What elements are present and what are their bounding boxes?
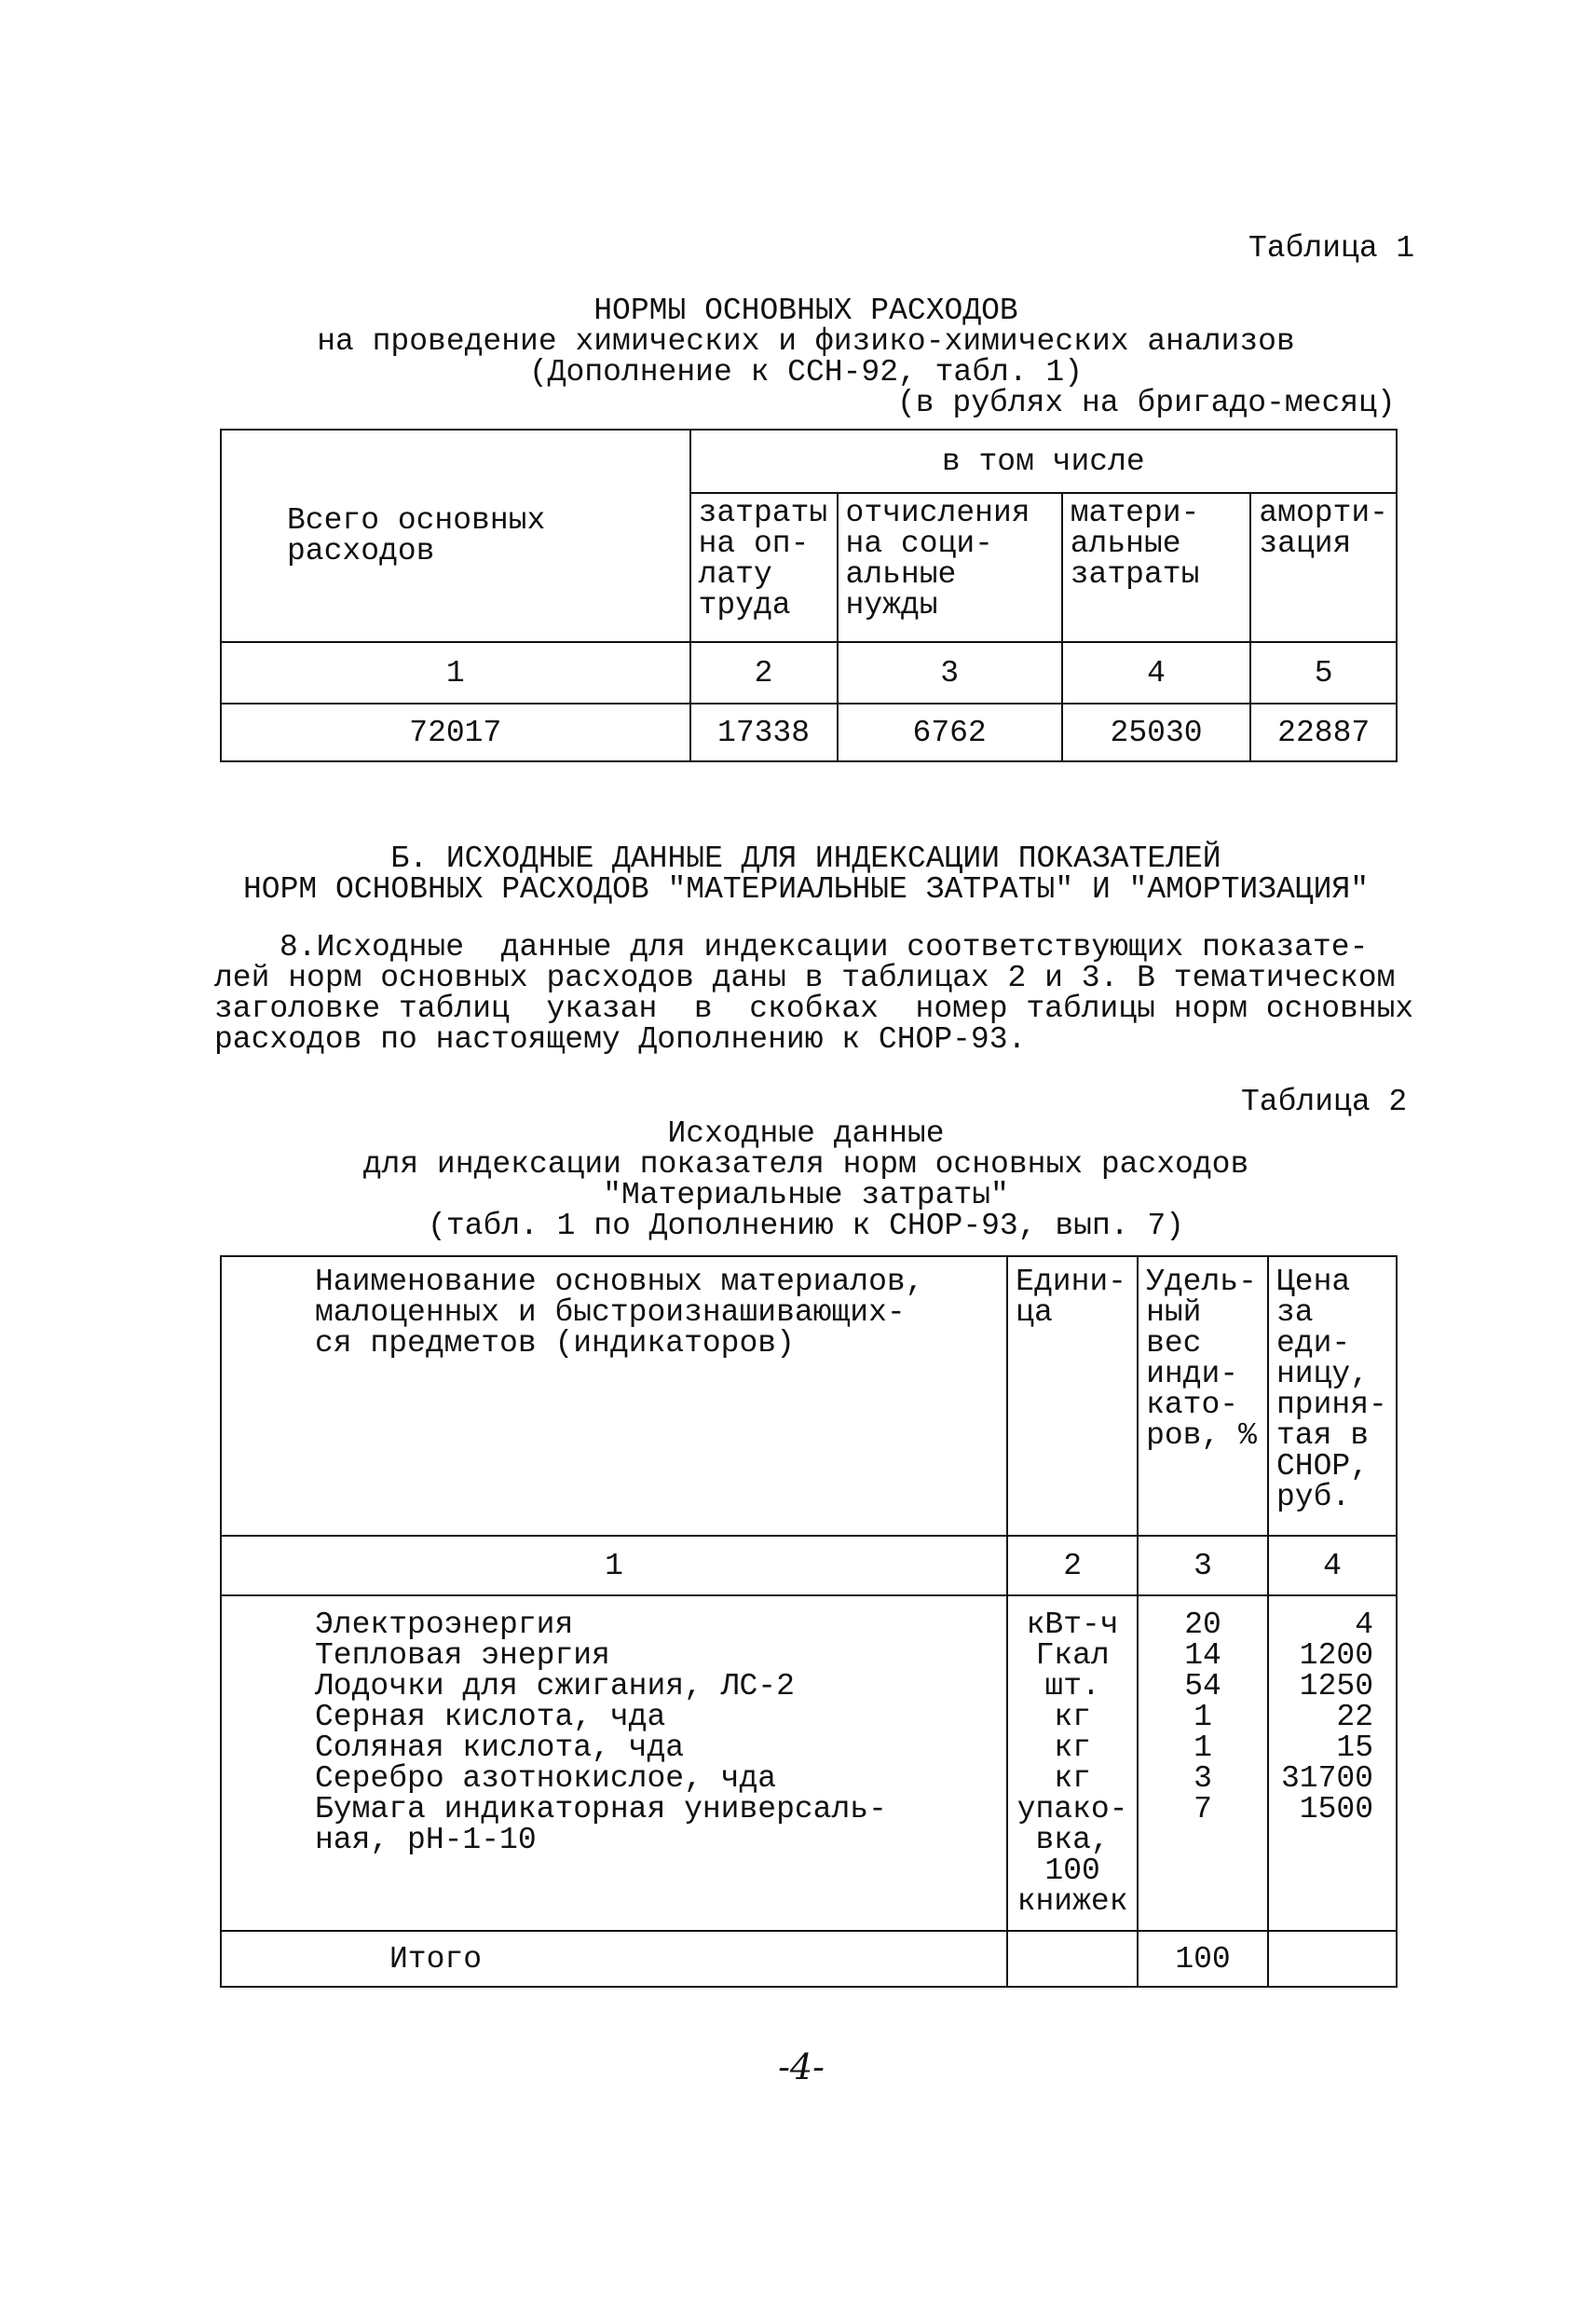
table2-header-name: Наименование основных материалов, малоценных и быстроизнашивающих- ся предметов (индикаторов) xyxy=(221,1256,1007,1536)
table1-col-number: 2 xyxy=(690,642,838,704)
table1-header-col-2: затраты на оп- лату труда xyxy=(690,493,838,642)
table1-title-line-2: на проведение химических и физико-химических анализов xyxy=(317,324,1295,359)
section-b-title-line-2: НОРМ ОСНОВНЫХ РАСХОДОВ "МАТЕРИАЛЬНЫЕ ЗАТРАТЫ" И "АМОРТИЗАЦИЯ" xyxy=(243,872,1369,907)
table2-total-unit-empty xyxy=(1007,1931,1138,1987)
table2-col-number: 4 xyxy=(1268,1536,1397,1595)
table2-title-line-2: для индексации показателя норм основных расходов xyxy=(362,1147,1249,1182)
table1-header-col-3: отчисления на соци- альные нужды xyxy=(838,493,1062,642)
table1-value-amortization: 22887 xyxy=(1250,704,1397,761)
table1-header-col-5: аморти- зация xyxy=(1250,493,1397,642)
table1-header-col-4: матери- альные затраты xyxy=(1062,493,1251,642)
table1-value-labor: 17338 xyxy=(690,704,838,761)
paragraph-line-2: лей норм основных расходов даны в таблицах 2 и 3. В тематическом xyxy=(214,961,1396,995)
table2-title-line-1: Исходные данные xyxy=(667,1116,945,1151)
page-number: -4- xyxy=(778,2046,825,2087)
table2-material-prices: 4 1200 1250 22 15 31700 1500 xyxy=(1268,1595,1397,1931)
table1-col-number: 4 xyxy=(1062,642,1251,704)
table1-value-total: 72017 xyxy=(221,704,690,761)
table1-value-materials: 25030 xyxy=(1062,704,1251,761)
table2 xyxy=(220,1255,1398,1988)
table2-header-unit: Едини- ца xyxy=(1007,1256,1138,1536)
table2-col-number: 1 xyxy=(221,1536,1007,1595)
table1 xyxy=(220,429,1398,762)
table1-caption: Таблица 1 xyxy=(1248,231,1415,266)
table1-title-line-3: (Дополнение к ССН-92, табл. 1) xyxy=(528,355,1084,390)
table1-col-number: 5 xyxy=(1250,642,1397,704)
table1-header-group: в том числе xyxy=(690,430,1397,493)
table2-col-number: 2 xyxy=(1007,1536,1138,1595)
table2-total-weight: 100 xyxy=(1138,1931,1268,1987)
table1-col-number: 1 xyxy=(221,642,690,704)
paragraph-line-1: 8.Исходные данные для индексации соответствующих показате- xyxy=(280,930,1369,964)
table2-title-line-3: "Материальные затраты" xyxy=(603,1178,1009,1212)
table1-header-total: Всего основных расходов xyxy=(221,430,690,642)
table1-value-social: 6762 xyxy=(838,704,1062,761)
table1-units: (в рублях на бригадо-месяц) xyxy=(897,386,1396,420)
table1-col-number: 3 xyxy=(838,642,1062,704)
table2-col-number: 3 xyxy=(1138,1536,1268,1595)
table2-material-names: Электроэнергия Тепловая энергия Лодочки для сжигания, ЛС-2 Серная кислота, чда Соляная кислота, чда Серебро азотнокислое, чда Бумага индикаторная универсаль- ная, рН-1-10 xyxy=(221,1595,1007,1931)
table2-material-units: кВт-ч Гкал шт. кг кг кг упако- вка, 100 книжек xyxy=(1007,1595,1138,1931)
table2-title-line-4: (табл. 1 по Дополнению к СНОР-93, вып. 7) xyxy=(428,1209,1184,1243)
paragraph-line-4: расходов по настоящему Дополнению к СНОР-93. xyxy=(214,1022,1027,1057)
table2-header-price: Цена за еди- ницу, приня- тая в СНОР, руб. xyxy=(1268,1256,1397,1536)
section-b-title-line-1: Б. ИСХОДНЫЕ ДАННЫЕ ДЛЯ ИНДЕКСАЦИИ ПОКАЗАТЕЛЕЙ xyxy=(390,841,1221,876)
table2-total-label: Итого xyxy=(221,1931,1007,1987)
table2-total-price-empty xyxy=(1268,1931,1397,1987)
table2-material-weights: 20 14 54 1 1 3 7 xyxy=(1138,1595,1268,1931)
paragraph-line-3: заголовке таблиц указан в скобках номер таблицы норм основных xyxy=(214,992,1414,1026)
table2-header-weight: Удель- ный вес инди- като- ров, % xyxy=(1138,1256,1268,1536)
table1-title-line-1: НОРМЫ ОСНОВНЫХ РАСХОДОВ xyxy=(593,294,1018,328)
table2-caption: Таблица 2 xyxy=(1241,1085,1408,1119)
